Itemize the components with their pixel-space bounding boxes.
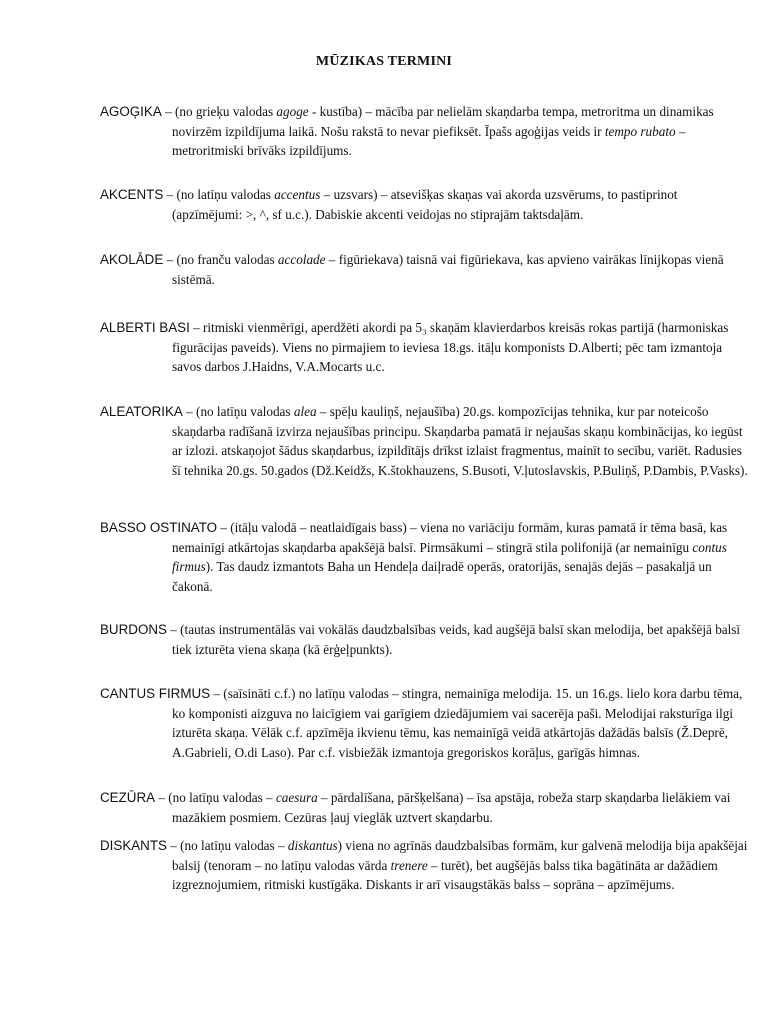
term: BURDONS	[100, 622, 167, 637]
entry-basso-ostinato: BASSO OSTINATO – (itāļu valodā – neatlaidīgais bass) – viena no variāciju formām, kuras pamatā ir tēma basā, kas nemainīgi atkārtojas skaņdarba apakšējā balsī. Pirmsākumi – stingrā stila polifonijā (ar nemainīgu contus firmus). Tas daudz izmantots Baha un Hendeļa daiļradē operās, oratorijās, senajās dejās – pasakaljā un čakonā.	[100, 520, 728, 594]
entry-akcents: AKCENTS – (no latīņu valodas accentus – uzsvars) – atsevišķas skaņas vai akorda uzsvērums, to pastiprinot (apzīmējumi: >, ^, sf u.c.). Dabiskie akcenti veidojas no stiprajām taktsdaļām.	[100, 187, 678, 222]
entry-aleatorika: ALEATORIKA – (no latīņu valodas alea – spēļu kauliņš, nejaušība) 20.gs. kompozīcijas tehnika, kur par noteicošo skaņdarba radīšanā izvirza nejaušības principu. Skaņdarba pamatā ir nejaušas skaņu kombinācijas, ko iegūst ar izlozi. atskaņojot šādus skaņdarbus, izpildītājs drīkst izlaist fragmentus, mainīt to secību, variēt. Radusies šī tehnika 20.gs. 50.gados (Dž.Keidžs, K.štokhauzens, S.Busoti, V.ļutoslavskis, P.Buliņš, P.Dambis, P.Vasks).	[100, 404, 748, 478]
term: CEZŪRA	[100, 790, 156, 805]
page-title: MŪZIKAS TERMINI	[315, 54, 453, 69]
entry-cezura: CEZŪRA – (no latīņu valodas – caesura – pārdalīšana, pāršķelšana) – īsa apstāja, robeža starp skaņdarba lielākiem vai mazākiem posmiem. Cezūras ļauj vieglāk uztvert skaņdarbu.	[100, 790, 731, 825]
term: DISKANTS	[100, 838, 167, 853]
entry-agogika: AGOĢIKA – (no grieķu valodas agoge - kustība) – mācība par nelielām skaņdarba tempa, metroritma un dinamikas novirzēm izpildījuma laikā. Nošu rakstā to nevar piefiksēt. Īpašs agoģijas veids ir tempo rubato – metroritmiski brīvāks izpildījums.	[100, 104, 714, 159]
entry-diskants: DISKANTS – (no latīņu valodas – diskantus) viena no agrīnās daudzbalsības formām, kur galvenā melodija bija apakšējai balsij (tenoram – no latīņu valodas vārda trenere – turēt), bet augšējās balss tika bagātināta ar dažādiem izgreznojumiem, ritmiski kustīgāka. Diskants ir arī visaugstākās balss – soprāna – apzīmējums.	[100, 838, 748, 893]
entry-cantus-firmus: CANTUS FIRMUS – (saīsināti c.f.) no latīņu valodas – stingra, nemainīga melodija. 15. un 16.gs. lielo kora darbu tēma, ko komponisti aizguva no laicīgiem vai garīgiem dziedājumiem vai sacerēja paši. Melodijai raksturīga ilgi izturēta skaņa. Vēlāk c.f. apzīmēja ikvienu tēmu, kas nemainīgā veidā atkārtojās dažādās balsīs (Ž.Deprē, A.Gabrieli, O.di Laso). Par c.f. visbiežāk izmantoja gregoriskos korāļus, garīgās himnas.	[100, 686, 743, 760]
entry-burdons: BURDONS – (tautas instrumentālās vai vokālās daudzbalsības veids, kad augšējā balsī skan melodija, bet apakšējā balsī tiek izturēta viena skaņa (kā ērģeļpunkts).	[100, 622, 741, 657]
term: CANTUS FIRMUS	[100, 686, 211, 701]
term: ALBERTI BASI	[100, 320, 190, 335]
term: AKOLĀDE	[100, 252, 164, 267]
term: AKCENTS	[100, 187, 164, 202]
term: AGOĢIKA	[100, 104, 162, 119]
entry-akolade: AKOLĀDE – (no franču valodas accolade – figūriekava) taisnā vai figūriekava, kas apvieno vairākas līnijkopas vienā sistēmā.	[100, 252, 724, 287]
term: BASSO OSTINATO	[100, 520, 218, 535]
entry-alberti-basi: ALBERTI BASI – ritmiski vienmērīgi, aperdžēti akordi pa 5₃ skaņām klavierdarbos kreisās rokas partijā (harmoniskas figurācijas paveids). Viens no pirmajiem to ieviesa 18.gs. itāļu komponists D.Alberti; pēc tam izmantoja savos darbos J.Haidns, V.A.Mocarts u.c.	[100, 320, 729, 375]
term: ALEATORIKA	[100, 404, 183, 419]
